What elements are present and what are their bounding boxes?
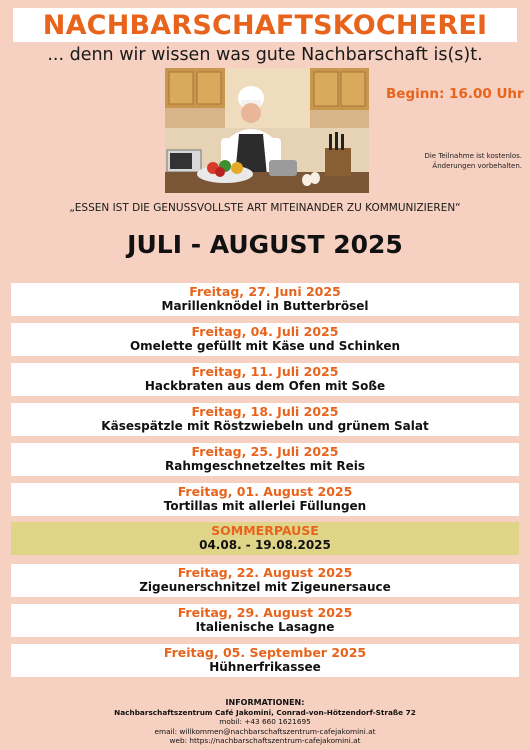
period-heading: JULI - AUGUST 2025 [127,230,403,259]
schedule-meal: Hackbraten aus dem Ofen mit Soße [144,379,386,393]
footer-phone: mobil: +43 660 1621695 [219,717,311,726]
chef-illustration [165,68,369,193]
schedule-date: Freitag, 11. Juli 2025 [191,364,339,379]
schedule-meal: Omelette gefüllt mit Käse und Schinken [129,339,401,353]
schedule-row [11,443,519,476]
schedule-date: Freitag, 01. August 2025 [177,484,353,499]
summer-break-dates: 04.08. - 19.08.2025 [199,538,331,552]
schedule-row [11,483,519,516]
schedule-row [11,604,519,637]
schedule-meal: Käsespätzle mit Röstzwiebeln und grünem Salat [101,419,429,433]
schedule-date: Freitag, 29. August 2025 [177,605,353,620]
schedule-meal: Rahmgeschnetzeltes mit Reis [165,459,365,473]
chef-photo [165,68,369,193]
schedule-row [11,564,519,597]
schedule-date: Freitag, 27. Juni 2025 [189,284,341,299]
footer-heading: INFORMATIONEN: [225,698,305,707]
note-free: Die Teilnahme ist kostenlos. [424,152,522,160]
schedule-row [11,644,519,677]
schedule-meal: Hühnerfrikassee [209,660,321,674]
schedule-meal: Italienische Lasagne [195,620,335,634]
note-changes: Änderungen vorbehalten. [432,162,522,170]
summer-break-label: SOMMERPAUSE [211,523,319,538]
start-time: Beginn: 16.00 Uhr [386,86,524,102]
schedule-row [11,363,519,396]
schedule-row [11,283,519,316]
schedule-row [11,323,519,356]
schedule-date: Freitag, 05. September 2025 [163,645,367,660]
schedule-meal: Zigeunerschnitzel mit Zigeunersauce [139,580,391,594]
footer-email[interactable]: email: willkommen@nachbarschaftszentrum-cafejakomini.at [154,726,376,736]
footer-address: Nachbarschaftszentrum Café Jakomini, Conrad-von-Hötzendorf-Straße 72 [114,707,416,717]
quote: „ESSEN IST DIE GENUSSVOLLSTE ART MITEINANDER ZU KOMMUNIZIEREN“ [69,202,461,214]
summer-break-row [11,522,519,555]
participation-note [372,151,522,171]
schedule-row [11,403,519,436]
info-footer [0,698,530,746]
schedule-date: Freitag, 25. Juli 2025 [191,444,339,459]
footer-web[interactable]: web: https://nachbarschaftszentrum-cafejakomini.at [169,736,361,745]
title-banner [13,8,517,42]
page-title: NACHBARSCHAFTSKOCHEREI [42,9,488,41]
schedule-date: Freitag, 04. Juli 2025 [191,324,339,339]
schedule-meal: Tortillas mit allerlei Füllungen [163,499,367,513]
schedule-date: Freitag, 18. Juli 2025 [191,404,339,419]
subtitle: ... denn wir wissen was gute Nachbarschaft is(s)t. [47,45,483,65]
schedule-meal: Marillenknödel in Butterbrösel [161,299,369,313]
schedule-date: Freitag, 22. August 2025 [177,565,353,580]
